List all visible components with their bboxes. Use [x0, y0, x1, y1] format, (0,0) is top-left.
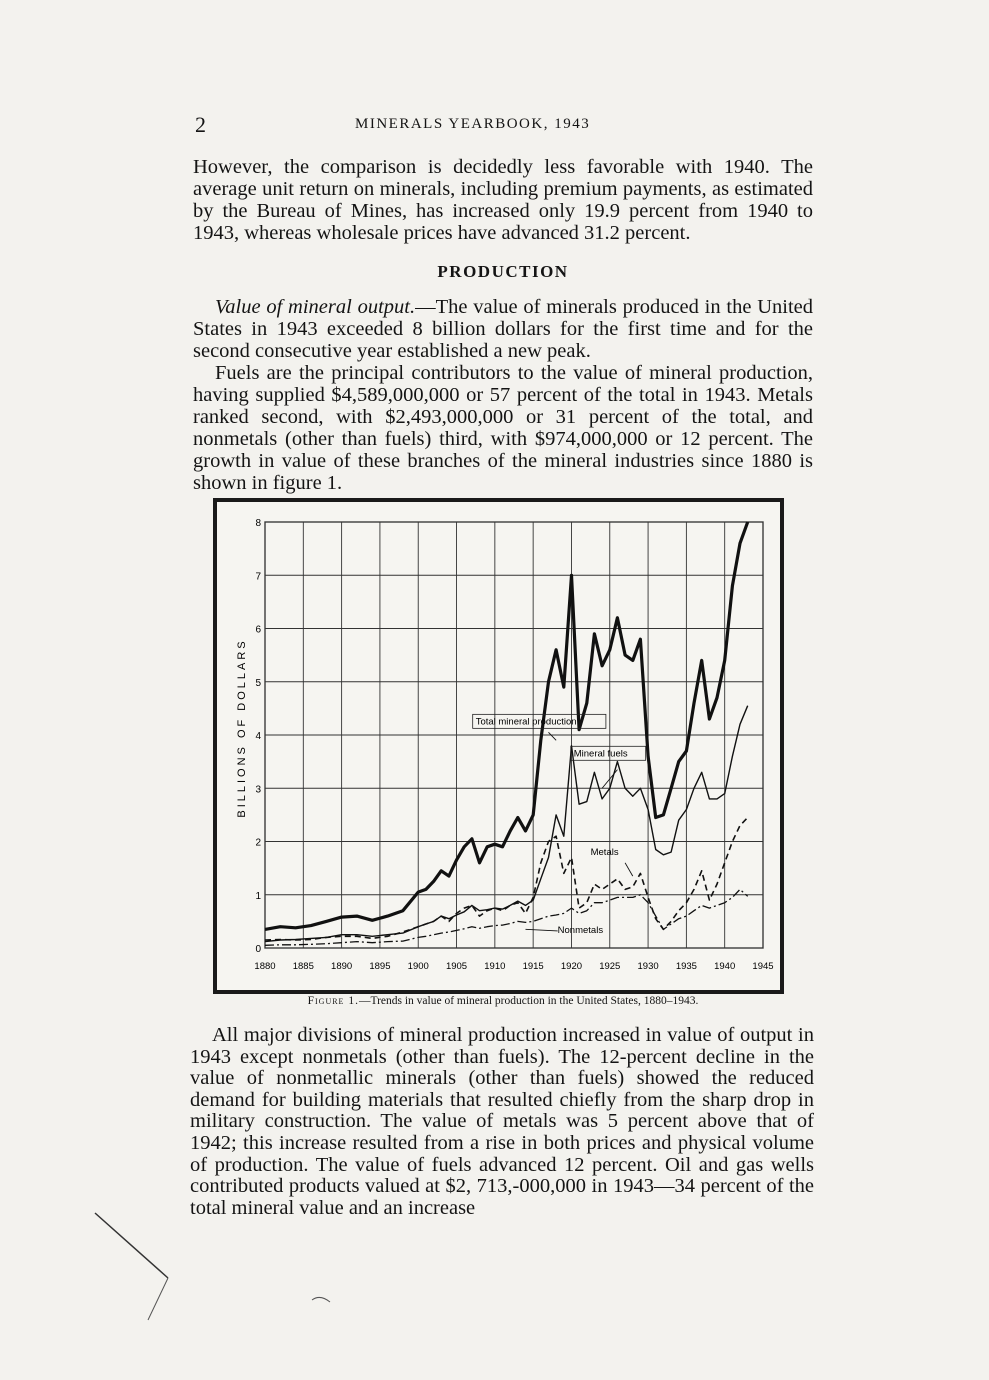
y-tick-label: 3: [255, 784, 261, 796]
y-tick-label: 0: [255, 944, 261, 955]
x-tick-label: 1900: [407, 961, 429, 972]
x-tick-label: 1910: [484, 961, 506, 972]
paragraph-intro: However, the comparison is decidedly less favorable with 1940. The average unit return on minerals, including premium payments, as estimated by the Bureau of Mines, has increased only 19.9 percent from 1940 to 1943, whereas wholesale prices have advanced 31.2 percent.: [193, 156, 813, 244]
y-tick-label: 4: [255, 731, 261, 742]
y-tick-label: 6: [255, 624, 261, 636]
paragraph-major-divisions: All major divisions of mineral production increased in value of output in 1943 except nonmetals (other than fuels). The 12-percent decline in the value of nonmetallic minerals (other than fuels) showed the reduced demand for building materials that resulted chiefly from the sharp drop in military construction. The value of metals was 5 percent above that of 1942; this increase resulted from a rise in both prices and physical volume of production. The value of fuels advanced 12 percent. Oil and gas wells contributed products valued at $2, 713,-000,000 in 1943—34 percent of the total mineral value and an increase: [190, 1024, 814, 1219]
annotation-leader: [525, 929, 557, 931]
pencil-mark: [312, 1297, 330, 1302]
x-tick-label: 1925: [599, 961, 621, 972]
x-tick-label: 1905: [445, 961, 468, 972]
x-tick-label: 1895: [369, 961, 391, 972]
annotation-leader: [625, 863, 633, 876]
annotation-label: Total mineral production: [475, 716, 577, 728]
annotation-label: Metals: [590, 846, 619, 858]
figure-frame: [213, 498, 784, 994]
x-tick-label: 1885: [292, 961, 314, 972]
page-header: [195, 112, 815, 138]
y-tick-label: 1: [255, 890, 261, 902]
section-heading: PRODUCTION: [437, 262, 569, 281]
figure-caption: [193, 995, 813, 1007]
annotation-label: Mineral fuels: [573, 748, 628, 760]
x-tick-label: 1890: [331, 961, 353, 972]
y-tick-label: 7: [255, 571, 261, 583]
annotation-label: Nonmetals: [557, 925, 604, 937]
x-tick-label: 1920: [560, 961, 583, 972]
y-tick-label: 2: [255, 837, 261, 849]
y-tick-label: 5: [255, 677, 261, 689]
x-tick-label: 1915: [522, 961, 544, 972]
annotation-leader: [548, 732, 556, 740]
paragraph-value-output: [193, 296, 813, 362]
chart: [217, 502, 780, 990]
chart-lines: [265, 522, 748, 945]
x-tick-label: 1880: [254, 961, 276, 972]
caption-text: —Trends in value of mineral production in the United States, 1880–1943.: [358, 995, 699, 1007]
y-tick-label: 8: [255, 518, 261, 529]
pencil-mark: [148, 1278, 168, 1320]
paragraph-body: —The value of minerals produced in the United States in 1943 exceeded 8 billion dollars for the first time and for the second consecutive year established a new peak.: [193, 296, 814, 362]
y-axis-label: BILLIONS OF DOLLARS: [236, 638, 248, 818]
page-number: 2: [195, 112, 206, 137]
x-tick-label: 1940: [714, 961, 736, 972]
pencil-mark: [95, 1213, 168, 1278]
series-line-mineral-fuels: [265, 706, 748, 942]
x-tick-label: 1945: [752, 961, 774, 972]
x-tick-label: 1930: [637, 961, 659, 972]
paragraph-fuels-metals: Fuels are the principal contributors to the value of mineral production, having supplied $4,589,000,000 or 57 percent of the total in 1943. Metals ranked second, with $2,493,000,000 or 31 percent of the total, and nonmetals (other than fuels) third, with $974,000,000 or 12 percent. The growth in value of these branches of the mineral industries since 1880 is shown in figure 1.: [193, 362, 813, 494]
caption-label: Figure 1.: [307, 995, 359, 1007]
running-title: MINERALS YEARBOOK, 1943: [355, 116, 591, 132]
x-tick-label: 1935: [675, 961, 697, 972]
paragraph-run-in-title: Value of mineral output.: [215, 296, 416, 318]
